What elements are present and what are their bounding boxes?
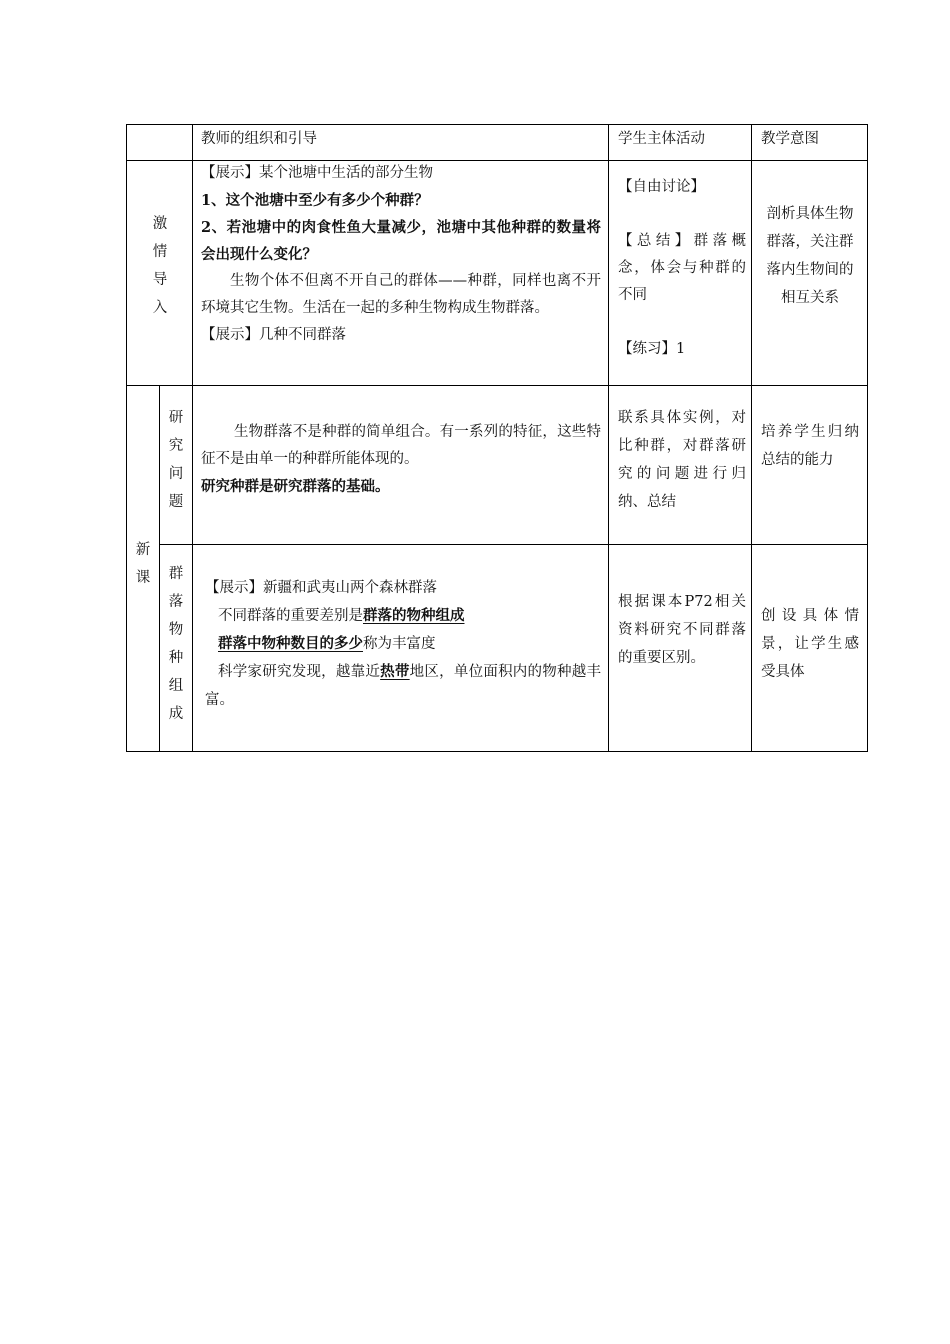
intro-label-char: 导 [152, 272, 168, 288]
intro-intent: 剖析具体生物群落，关注群落内生物间的相互关系 [766, 206, 854, 306]
research-label-char: 题 [168, 494, 184, 510]
composition-label-char: 成 [168, 706, 184, 722]
intro-student-summary: 【总结】群落概念，体会与种群的不同 [618, 233, 746, 303]
science-suffix: 地区，单位面积内的物种越丰富。 [205, 664, 602, 708]
intro-label-char: 情 [152, 244, 168, 260]
composition-richness-line [205, 630, 601, 658]
intro-question-2: 2、若池塘中的肉食性鱼大量减少，池塘中其他种群的数量将会出现什么变化？ [201, 219, 601, 263]
research-divider [159, 544, 868, 545]
composition-sub-label [166, 560, 186, 728]
research-sub-label [166, 404, 186, 516]
research-bold-statement: 研究种群是研究群落的基础。 [201, 478, 390, 495]
composition-label-char: 群 [168, 566, 184, 582]
intro-student-practice: 【练习】1 [618, 341, 686, 357]
intro-label-char: 激 [152, 216, 168, 232]
intro-student-discuss: 【自由讨论】 [618, 179, 705, 195]
intro-show-communities: 【展示】几种不同群落 [201, 327, 346, 343]
intro-teacher-cell [201, 160, 601, 349]
new-lesson-section-label [133, 536, 153, 592]
composition-show-line: 【展示】新疆和武夷山两个森林群落 [205, 580, 437, 596]
richness-emphasis: 群落中物种数目的多少 [218, 635, 363, 652]
research-label-char: 问 [168, 466, 184, 482]
intro-paragraph: 生物个体不但离不开自己的群体——种群，同样也离不开环境其它生物。生活在一起的多种生物构成生物群落。 [201, 273, 601, 316]
research-paragraph: 生物群落不是种群的简单组合。有一系列的特征，这些特征不是由单一的种群所能体现的。 [201, 424, 601, 467]
table-border-bottom [126, 751, 868, 752]
composition-label-char: 物 [168, 622, 184, 638]
difference-emphasis: 群落的物种组成 [363, 607, 465, 624]
richness-suffix: 称为丰富度 [363, 636, 436, 652]
table-border-top [126, 124, 868, 125]
intro-section-label [150, 210, 170, 322]
subsection-divider [159, 385, 160, 752]
table-border-left [126, 124, 127, 752]
table-border-right [867, 124, 868, 752]
composition-label-char: 种 [168, 650, 184, 666]
composition-label-char: 组 [168, 678, 184, 694]
research-teacher-cell [201, 419, 601, 500]
composition-difference-line [205, 602, 601, 630]
composition-intent: 创设具体情景，让学生感受具体 [761, 608, 859, 680]
intro-divider [126, 385, 868, 386]
research-intent: 培养学生归纳总结的能力 [761, 424, 859, 468]
header-intent: 教学意图 [761, 131, 819, 147]
teacher-col-divider [192, 124, 193, 752]
intro-question-1: 1、这个池塘中至少有多少个种群？ [201, 192, 429, 209]
intro-show-line: 【展示】某个池塘中生活的部分生物 [201, 165, 433, 181]
research-student: 联系具体实例，对比种群，对群落研究的问题进行归纳、总结 [618, 410, 746, 510]
research-label-char: 研 [168, 410, 184, 426]
new-lesson-label-char: 新 [135, 542, 151, 558]
composition-science-line [205, 658, 601, 714]
header-teacher: 教师的组织和引导 [201, 131, 317, 147]
research-label-char: 究 [168, 438, 184, 454]
new-lesson-label-char: 课 [135, 570, 151, 586]
composition-student: 根据课本P72相关资料研究不同群落的重要区别。 [618, 594, 746, 666]
composition-teacher-cell [205, 574, 601, 714]
difference-prefix: 不同群落的重要差别是 [218, 608, 363, 624]
header-student: 学生主体活动 [618, 131, 705, 147]
science-prefix: 科学家研究发现，越靠近 [218, 664, 381, 680]
composition-label-char: 落 [168, 594, 184, 610]
intro-label-char: 入 [152, 300, 168, 316]
student-col-divider [608, 124, 609, 752]
science-emphasis: 热带 [380, 663, 410, 680]
intent-col-divider [751, 124, 752, 752]
